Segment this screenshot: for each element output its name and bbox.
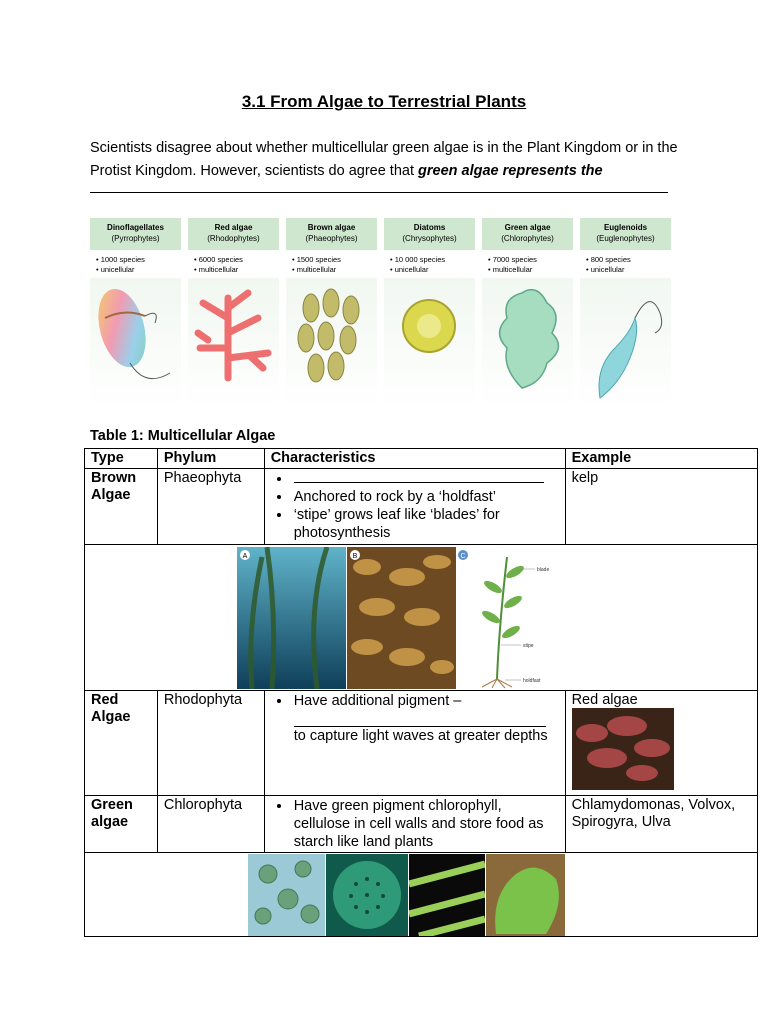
table-caption: Table 1: Multicellular Algae [90,428,276,444]
group-diatoms: Diatoms (Chrysophytes) • 10 000 species • unicellular [384,218,475,408]
group-form: • unicellular [96,265,135,274]
blank-bullet [292,470,559,488]
euglenoid-illustration [580,278,671,408]
chlamydomonas-photo [248,854,325,936]
brown-algae-illustration [286,278,377,408]
fill-in-blank-line [90,192,668,193]
intro-emphasis: green algae represents the [418,163,603,179]
kelp-structure-diagram [457,547,569,689]
photo-label-a: A [242,553,248,560]
table-row-green [85,796,758,853]
algae-groups-figure [90,218,673,408]
group-sub: (Pyrrophytes) [111,234,160,243]
example-red-label: Red algae [571,692,638,708]
table-row-red [85,691,758,796]
header-characteristics: Characteristics [264,449,565,469]
intro-paragraph [90,137,690,183]
characteristics-brown [264,469,565,545]
group-euglenoids: Euglenoids (Euglenophytes) • 800 species • unicellular [580,218,671,408]
diagram-label-blade: blade [537,567,550,573]
fill-in-blank [294,710,546,727]
char-item: • Have green pigment chlorophyll, cellulose in cell walls and store food as starch like land plants [292,797,559,851]
volvox-photo [326,854,408,936]
group-name: Dinoflagellates [107,223,164,232]
diagram-label-stipe: stipe [523,643,534,649]
group-brown-algae: Brown algae (Phaeophytes) • 1500 species • multicellular [286,218,377,408]
char-item: • ‘stipe’ grows leaf like ‘blades’ for photosynthesis [292,506,559,542]
diagram-label-holdfast: holdfast [523,678,541,684]
characteristics-red [264,691,565,796]
ulva-photo [486,854,565,936]
fill-in-blank [294,470,544,483]
table-row-brown [85,469,758,545]
header-example: Example [565,449,757,469]
header-phylum: Phylum [157,449,264,469]
char-item: • Anchored to rock by a ‘holdfast’ [292,488,559,506]
phylum-green: Chlorophyta [157,796,264,853]
kelp-forest-photo [237,547,346,689]
example-green: Chlamydomonas, Volvox, Spirogyra, Ulva [565,796,757,853]
characteristics-green [264,796,565,853]
intro-text: Scientists disagree about whether multicellular green algae is in the Plant Kingdom or in the Protist Kingdom. However, scientists do agree that [90,140,678,179]
example-red [565,691,757,796]
table-header-row [85,449,758,469]
green-algae-illustration [482,278,573,408]
group-species: • 1000 species [96,255,145,264]
photo-label-b: B [352,553,358,560]
green-photos-cell [85,853,758,937]
multicellular-algae-table [84,448,758,937]
group-green-algae: Green algae (Chlorophytes) • 7000 species • multicellular [482,218,573,408]
phylum-red: Rhodophyta [157,691,264,796]
type-green: Green algae [85,796,158,853]
brown-photos-cell [85,545,758,691]
type-red: Red Algae [85,691,158,796]
group-red-algae: Red algae (Rhodophytes) • 6000 species • multicellular [188,218,279,408]
red-algae-illustration [188,278,279,408]
type-brown: Brown Algae [85,469,158,545]
dinoflagellate-illustration [90,278,181,408]
example-brown: kelp [565,469,757,545]
photo-label-c: C [460,553,466,560]
page-title: 3.1 From Algae to Terrestrial Plants [241,92,527,111]
header-type: Type [85,449,158,469]
table-row-green-photos [85,853,758,937]
char-item: • Have additional pigment – to capture light waves at greater depths [292,692,559,745]
red-algae-photo [572,708,674,790]
phylum-brown: Phaeophyta [157,469,264,545]
rockweed-photo [347,547,456,689]
group-dinoflagellates [90,218,181,408]
table-row-brown-photos [85,545,758,691]
spirogyra-photo [409,854,485,936]
diatom-illustration [384,278,475,408]
